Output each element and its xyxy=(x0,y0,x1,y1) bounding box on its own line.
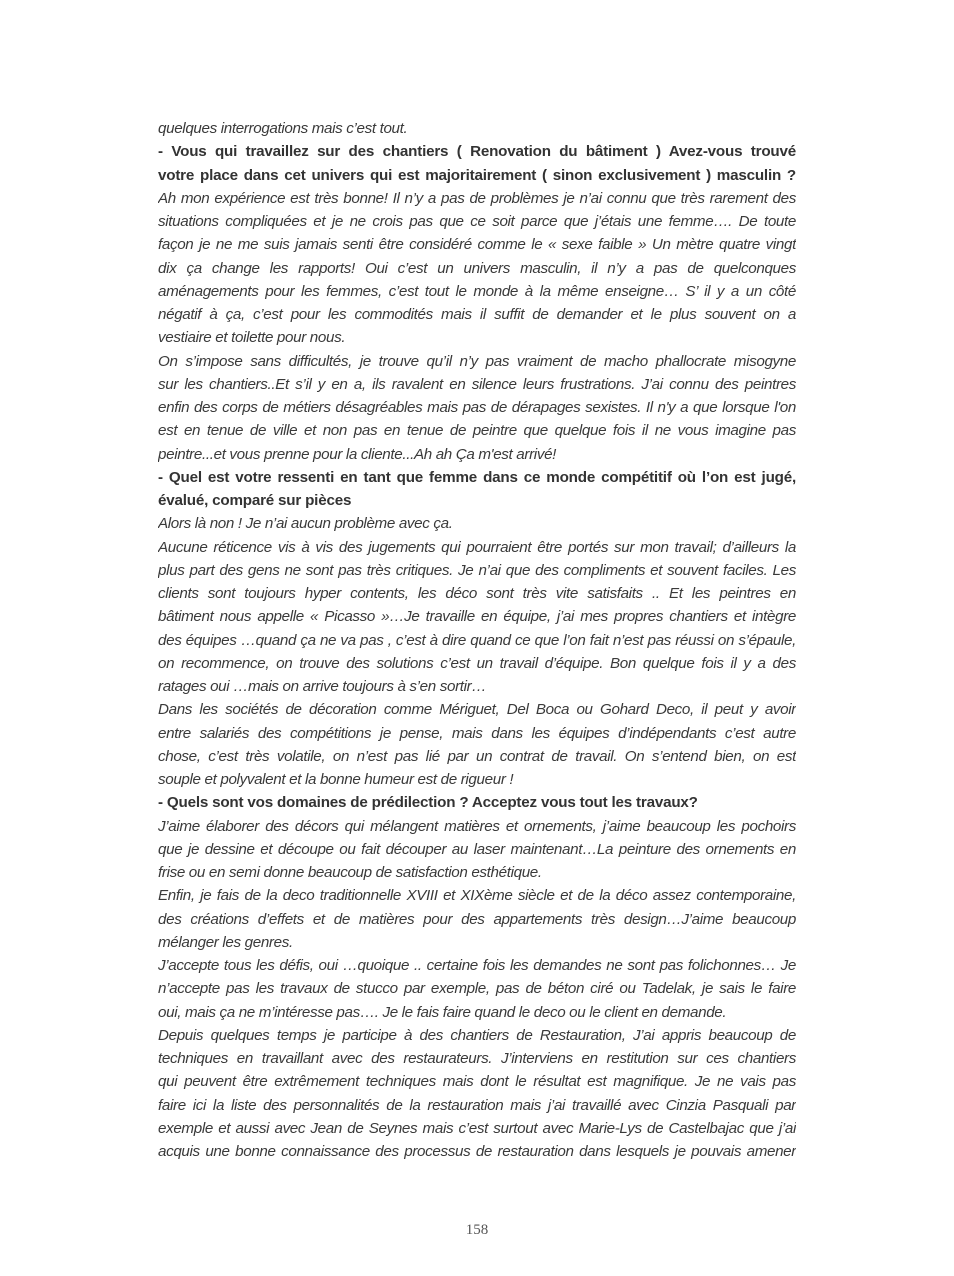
interview-answer-line: Ah mon expérience est très bonne! Il n’y a pas de problèmes je n’ai connu que très rarement des xyxy=(158,189,796,207)
interview-answer-line: vestiaire et toilette pour nous. xyxy=(158,329,346,347)
interview-answer-line: bâtiment nous appelle « Picasso »…Je travaille en équipe, j’ai mes propres chantiers et intègre xyxy=(158,608,796,626)
interview-answer-line: faire ici la liste des personnalités de la restauration mais j’ai travaillé avec Cinzia Pasquali par xyxy=(158,1096,796,1114)
interview-question-line: votre place dans cet univers qui est majoritairement ( sinon exclusivement ) masculin ? xyxy=(158,166,796,184)
interview-answer-line: n’accepte pas les travaux de stucco par exemple, pas de béton ciré ou Tadelak, je sais le faire xyxy=(158,980,796,998)
interview-question-line: - Quel est votre ressenti en tant que femme dans ce monde compétitif où l’on est jugé, xyxy=(158,468,796,486)
interview-answer-line: frise ou en semi donne beaucoup de satisfaction esthétique. xyxy=(158,864,542,881)
interview-answer-line: J’accepte tous les défis, oui …quoique .. certaine fois les demandes ne sont pas folichonnes… Je xyxy=(158,957,796,974)
interview-answer-line: entre salariés des compétitions je pense, mais dans les équipes d’indépendants c’est autre xyxy=(158,724,796,742)
interview-answer-line: Aucune réticence vis à vis des jugements qui pourraient être portés sur mon travail; d’ailleurs la xyxy=(158,538,796,556)
interview-answer-line: oui, mais ça ne m’intéresse pas…. Je le fais faire quand le deco ou le client en demande. xyxy=(158,1003,727,1021)
interview-answer-line: J’aime élaborer des décors qui mélangent matières et ornements, j’aime beaucoup les pochoirs xyxy=(158,817,796,835)
interview-question-line: évalué, comparé sur pièces xyxy=(158,492,352,509)
interview-answer-line: façon je ne me suis jamais senti être considéré comme le « sexe faible » Un mètre quatre vingt xyxy=(158,236,796,254)
interview-answer-line: peintre...et vous prenne pour la cliente...Ah ah Ça m'est arrivé! xyxy=(158,445,557,463)
interview-answer-line: exemple et aussi avec Jean de Seynes mais c’est surtout avec Marie-Lys de Castelbajac que j’ai xyxy=(158,1119,796,1137)
interview-answer-line: ratages oui …mais on arrive toujours à s’en sortir… xyxy=(158,678,487,695)
interview-answer-line: clients sont toujours hyper contents, les déco sont très vite satisfaits .. Et les peintres en xyxy=(158,585,796,602)
interview-answer-line: Dans les sociétés de décoration comme Mériguet, Del Boca ou Gohard Deco, il peut y avoir xyxy=(158,701,796,719)
interview-answer-line: acquis une bonne connaissance des processus de restauration dans lesquels je pouvais amener xyxy=(158,1143,796,1160)
interview-answer-line: est en tenue de ville et non pas en tenue de peintre que quelque fois il ne vous imagine pas xyxy=(158,422,796,440)
page-number: 158 xyxy=(465,1222,489,1238)
interview-answer-line: Alors là non ! Je n’ai aucun problème avec ça. xyxy=(158,515,453,533)
interview-answer-line: chose, c’est très volatile, on n’est pas lié par un contrat de travail. On s’entend bien, on est xyxy=(158,747,796,765)
interview-answer-line: qui peuvent être extrêmement techniques mais dont le résultat est magnifique. Je ne vais pas xyxy=(158,1073,796,1091)
interview-answer-line: quelques interrogations mais c’est tout. xyxy=(158,120,408,137)
interview-answer-line: Enfin, je fais de la deco traditionnelle XVIII et XIXème siècle et de la déco assez contemporaine, xyxy=(158,887,796,905)
interview-answer-line: des équipes …quand ça ne va pas , c’est à dire quand ce que l’on fait n’est pas réussi on s’épaule, xyxy=(158,631,796,649)
interview-answer-line: mélanger les genres. xyxy=(158,933,293,951)
interview-answer-line: dix ça change les rapports! Oui c’est un univers masculin, il n’y a pas de quelconques xyxy=(158,259,796,277)
interview-answer-line: aménagements pour les femmes, c’est tout le monde à la même enseigne… S’ il y a un côté xyxy=(158,282,796,300)
interview-text-body xyxy=(158,117,796,1163)
interview-answer-line: enfin des corps de métiers désagréables mais pas de dérapages sexistes. Il n'y a que lorsque l'on xyxy=(158,399,796,416)
interview-answer-line: on recommence, on trouve des solutions c’est un travail d’équipe. Bon quelque fois il y a des xyxy=(158,654,796,672)
interview-answer-line: techniques en travaillant avec des restaurateurs. J’interviens en restitution sur ces chantiers xyxy=(158,1050,796,1067)
interview-answer-line: sur les chantiers..Et s’il y en a, ils ravalent en silence leurs frustrations. J’ai connu des peintres xyxy=(158,375,796,393)
interview-answer-line: des créations d’effets et de matières pour des appartements très design…J’aime beaucoup xyxy=(158,910,796,928)
interview-answer-line: plus part des gens ne sont pas très critiques. Je n’ai que des compliments et souvent faciles. Les xyxy=(158,561,796,579)
interview-answer-line: négatif à ça, c’est pour les commodités mais il suffit de demander et le plus souvent on a xyxy=(158,306,796,323)
interview-question-line: - Vous qui travaillez sur des chantiers ( Renovation du bâtiment ) Avez-vous trouvé xyxy=(158,143,796,161)
interview-answer-line: situations compliquées et je ne crois pas que ce soit parce que j’étais une femme…. De toute xyxy=(158,213,796,230)
interview-answer-line: Depuis quelques temps je participe à des chantiers de Restauration, J’ai appris beaucoup de xyxy=(158,1026,796,1044)
interview-answer-line: souple et polyvalent et la bonne humeur est de rigueur ! xyxy=(158,771,514,788)
interview-answer-line: On s’impose sans difficultés, je trouve qu’il n’y pas vraiment de macho phallocrate misogyne xyxy=(158,352,796,370)
interview-question-line: - Quels sont vos domaines de prédilection ? Acceptez vous tout les travaux? xyxy=(158,794,698,812)
interview-answer-line: que je dessine et découpe ou fait découper au laser maintenant…La peinture des ornements en xyxy=(158,840,796,858)
